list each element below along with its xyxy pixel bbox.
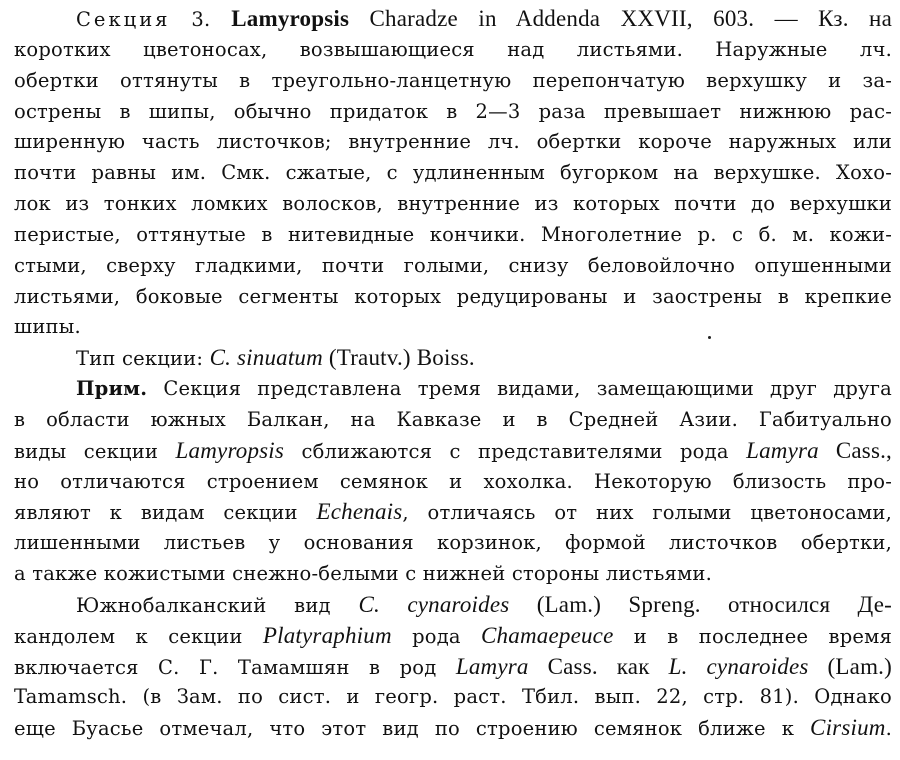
text-fragment: сближаются с представителями рода [284,439,747,463]
text-line [14,528,892,559]
text-fragment: (Trautv.) Boiss. [322,345,475,371]
taxon-name: Lamyropsis [175,437,285,463]
text-line [14,652,892,683]
text-fragment: в области южных Балкан, на Кавказе и в Средней Азии. Габитуально [14,407,892,431]
species-name: C. cynaroides [358,591,510,617]
text-fragment: виды секции [14,439,176,463]
text-fragment: 3. [170,8,232,31]
taxon-name: Lamyra [746,437,819,463]
text-fragment: Cass., [818,437,892,463]
text-fragment: еще Буасье отмечал, что этот вид по строению семянок ближе к [14,717,811,741]
text-line [14,621,892,652]
text-line [14,374,892,405]
text-fragment: (Lam.) [808,653,892,679]
text-line [14,436,892,467]
species-name: C. sinuatum [209,345,323,371]
text-line [14,467,892,498]
text-fragment: Южнобалканский вид [76,593,359,617]
text-fragment: Charadze in Addenda XXVII, 603. — Кз. на [349,6,892,31]
text-fragment: , отличаясь от них голыми цветоносами, [402,501,892,525]
text-fragment: листьями, боковые сегменты которых редуцированы и заострены в крепкие [14,284,892,308]
text-fragment: кандолем к секции [14,624,263,648]
text-line [14,282,892,313]
text-fragment: Секция представлена тремя видами, замещающими друг друга [147,377,892,400]
text-fragment: шипы. [14,315,81,339]
text-fragment: обертки оттянуты в треугольно-ланцетную перепончатую верхушку и за- [14,68,892,92]
text-fragment: лишенными листьев у основания корзинок, формой листочков обертки, [14,531,892,555]
text-line [14,251,892,282]
text-fragment: Тип секции: [76,347,210,371]
text-line [14,713,892,744]
text-fragment: почти равны им. Смк. сжатые, с удлиненным бугорком на верхушке. Хохо- [14,161,892,185]
text-line [14,158,892,189]
text-line [14,590,892,621]
text-fragment: и в последнее время [613,624,892,648]
text-line [14,189,892,220]
print-speck [708,336,711,339]
text-fragment: а также кожистыми снежно-белыми с нижней стороны листьями. [14,562,712,585]
text-fragment: но отличаются строением семянок и хохолка. Некоторую близость про- [14,469,892,493]
text-fragment: ширенную часть листочков; внутренние лч. обертки короче наружных или [14,130,892,154]
section-name: Lamyropsis [231,6,350,31]
note-label: Прим. [76,377,148,400]
text-fragment: перистые, оттянутые в нитевидные кончики. Многолетние р. с б. м. кожи- [14,222,892,246]
section-word: Секция [76,8,171,31]
taxon-name: Echenais [316,499,403,525]
taxon-name: Chamaepeuce [481,622,614,648]
text-fragment: Tamamsch. (в Зам. по сист. и геогр. раст. Тбил. вып. 22, стр. 81). Однако [14,685,892,709]
text-line [14,220,892,251]
text-line [14,343,892,374]
text-fragment: (Lam.) Spreng. относился Де- [509,591,892,617]
text-fragment: стыми, сверху гладкими, почти голыми, снизу беловойлочно опушенными [14,253,892,277]
taxon-name: Lamyra [455,653,529,679]
text-fragment: острены в шипы, обычно придаток в 2—3 раза превышает нижнюю рас- [14,99,892,123]
text-line [14,127,892,158]
text-line [14,682,892,713]
text-fragment: . [885,717,892,741]
text-line [14,97,892,128]
species-name: L. cynaroides [668,653,809,679]
text-line [14,66,892,97]
taxon-name: Platyraphium [262,622,392,648]
text-fragment: лок из тонких ломких волосков, внутренние из которых почти до верхушки [14,192,892,215]
text-fragment: рода [391,624,482,648]
text-line [14,405,892,436]
text-line [14,4,892,35]
text-fragment: Cass. как [528,653,669,679]
text-line [14,559,892,590]
text-fragment: коротких цветоносах, возвышающиеся над листьями. Наружные лч. [14,37,892,61]
text-line [14,497,892,528]
text-line [14,35,892,66]
text-fragment: являют к видам секции [14,501,317,525]
text-line [14,312,892,343]
text-fragment: включается С. Г. Тамамшян в род [14,655,456,679]
taxon-name: Cirsium [810,715,886,741]
